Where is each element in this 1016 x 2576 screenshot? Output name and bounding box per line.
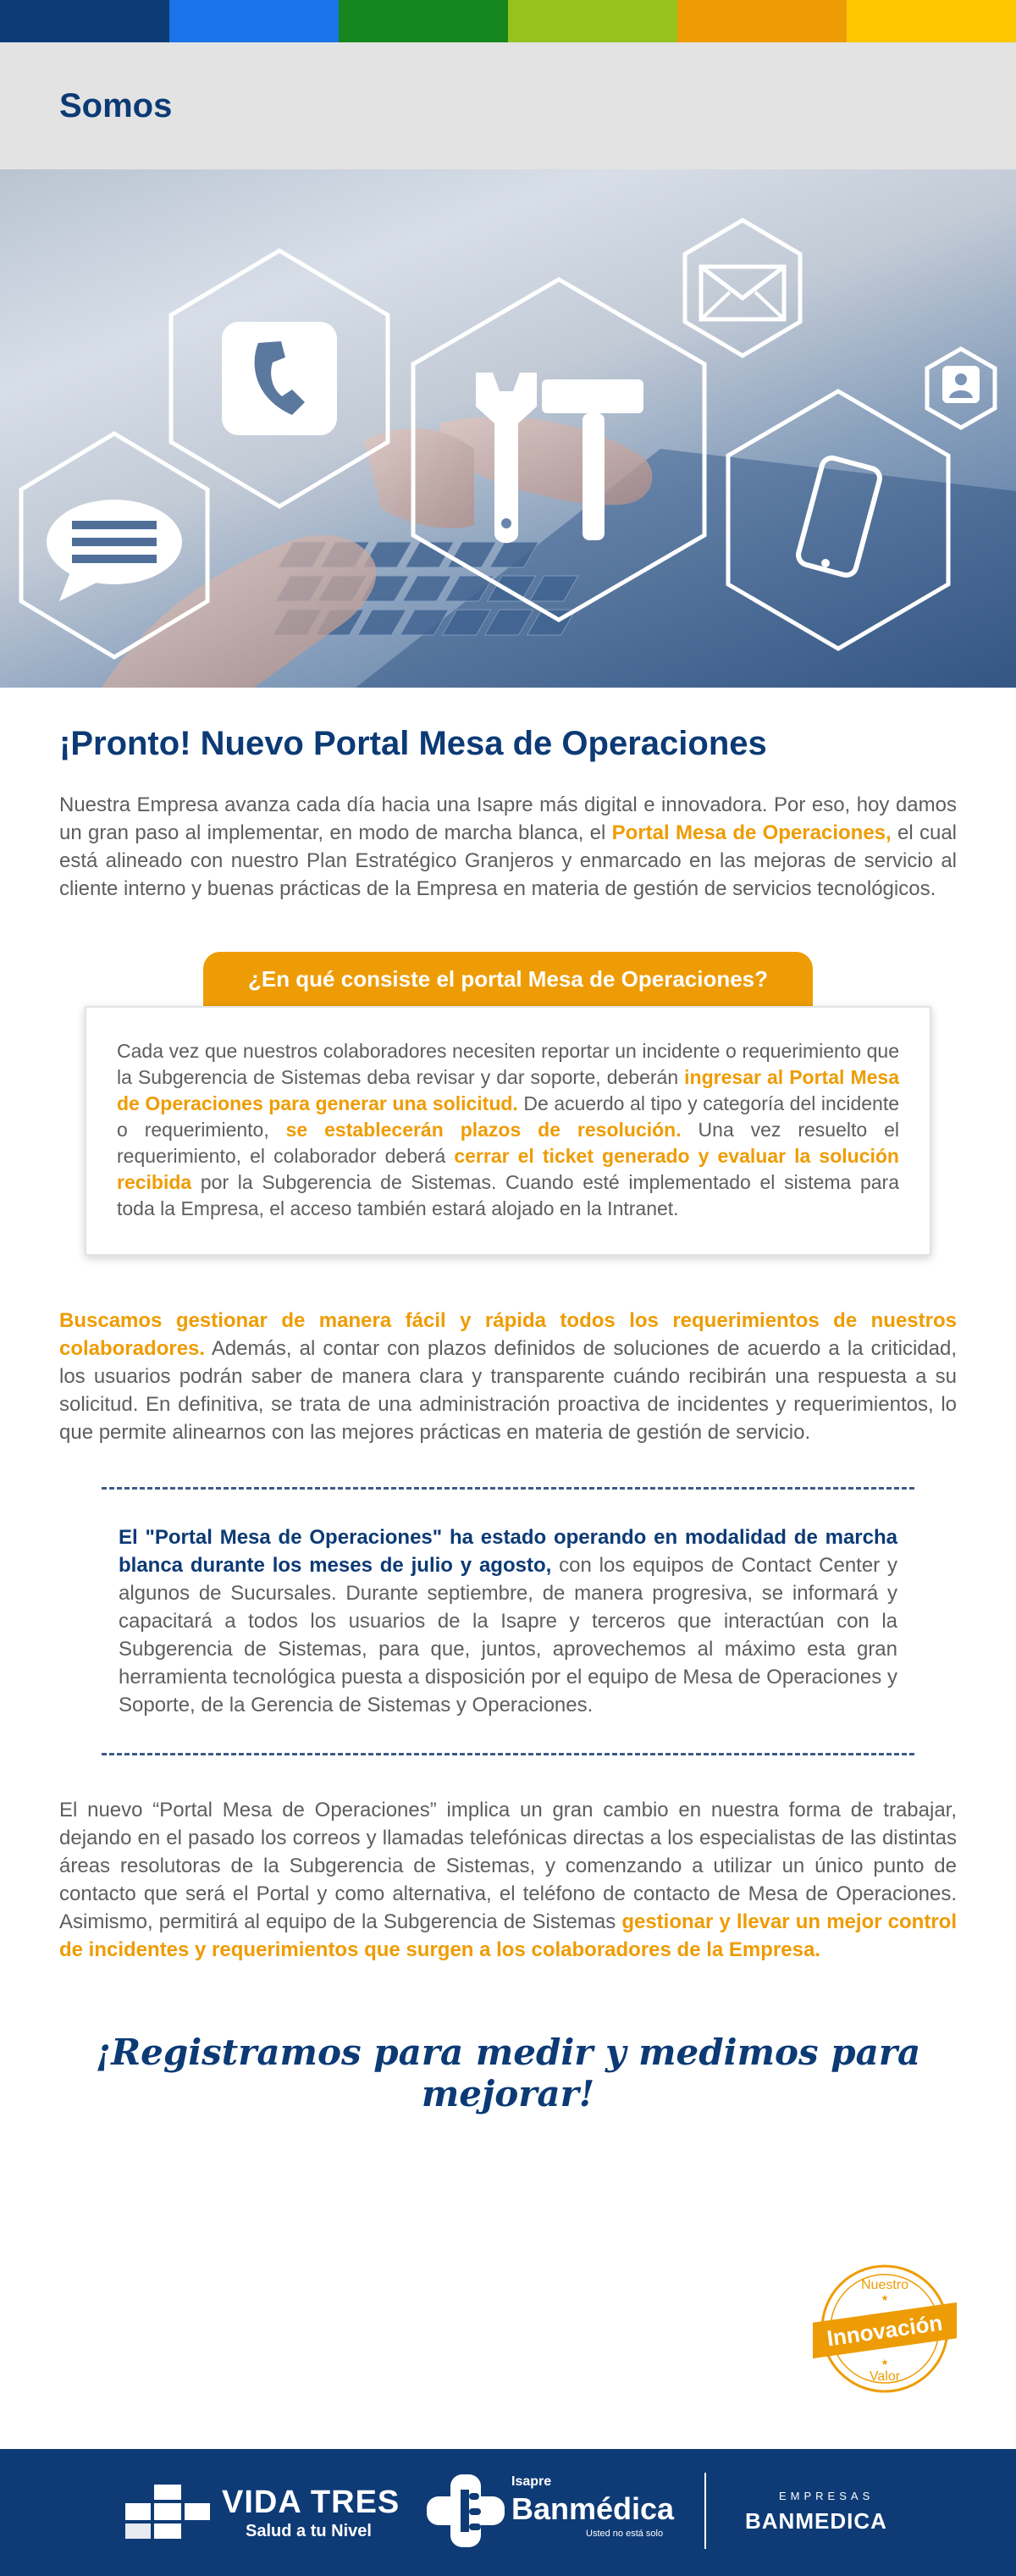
user-icon [942, 366, 980, 403]
consiste-highlight-3: cerrar el ticket generado y evaluar la solución recibida [117, 1145, 899, 1193]
envelope-icon [701, 267, 784, 319]
vidatres-logo-icon [125, 2485, 210, 2539]
consiste-text-2: De acuerdo al tipo y categoría del incidente o requerimiento, [117, 1092, 899, 1141]
intro-text-2: el cual está alineado con nuestro Plan Estratégico Granjeros y enmarcado en las mejoras de servicio al cliente interno y buenas prácticas de la Empresa en materia de gestión de servicios tecnológicos. [59, 821, 958, 900]
consiste-text-4: por la Subgerencia de Sistemas. Cuando esté implementado el sistema para toda la Empresa, el acceso también estará alojado en la Intranet. [117, 1171, 899, 1219]
consiste-paragraph [117, 1038, 899, 1222]
marcha-blanca-paragraph [119, 1523, 897, 1719]
seal-star-bottom: ★ [881, 2358, 889, 2368]
consiste-card [85, 1006, 931, 1256]
seal-main-text: Innovación [825, 2309, 944, 2352]
cambio-paragraph [59, 1796, 957, 1964]
intro-text-1: Nuestra Empresa avanza cada día hacia una Isapre más digital e innovadora. Por eso, hoy damos un gran paso al implementar, en modo de marcha blanca, el [59, 793, 957, 844]
buscamos-paragraph [59, 1307, 957, 1446]
color-segment-lime [508, 0, 677, 42]
chat-bubble-icon [47, 500, 182, 601]
consiste-text-1: Cada vez que nuestros colaboradores necesiten reportar un incidente o requerimiento que la Subgerencia de Sistemas deba revisar y dar soporte, deberán [117, 1040, 899, 1088]
consiste-highlight-1: ingresar al Portal Mesa de Operaciones para generar una solicitud. [117, 1066, 899, 1114]
telephone-icon [222, 322, 337, 435]
header-title: Somos [59, 86, 173, 124]
article-title: ¡Pronto! Nuevo Portal Mesa de Operaciones [59, 725, 767, 762]
hero-image [0, 169, 1016, 688]
color-segment-blue [169, 0, 339, 42]
buscamos-highlight: Buscamos gestionar de manera fácil y rápida todos los requerimientos de nuestros colaboradores. [59, 1309, 957, 1360]
consiste-highlight-2: se establecerán plazos de resolución. [285, 1119, 682, 1141]
banmedica-logo-icon [427, 2474, 505, 2547]
top-color-bar [0, 0, 1016, 42]
innovacion-seal [813, 2257, 957, 2401]
buscamos-text: Además, al contar con plazos definidos de soluciones de acuerdo a la criticidad, los usuarios podrán saber de manera clara y transparente cuándo recibirán una respuesta a su solicitud. En definitiva, se trata de una administración proactiva de incidentes y requerimientos, lo que permite alinearnos con las mejores prácticas en materia de gestión de servicio. [59, 1337, 957, 1444]
vidatres-tagline: Salud a tu Nivel [246, 2522, 372, 2540]
consiste-tab-heading: ¿En qué consiste el portal Mesa de Operaciones? [203, 952, 813, 1006]
hero-illustration [0, 169, 1016, 688]
cambio-text: El nuevo “Portal Mesa de Operaciones” implica un gran cambio en nuestra forma de trabajar, dejando en el pasado los correos y llamadas telefónicas directas a los especialistas de las distintas áreas resolutoras de la Subgerencia de Sistemas, y comenzando a utilizar un único punto de contacto que será el Portal y como alternativa, el teléfono de contacto de Mesa de Operaciones. Asimismo, permitirá al equipo de la Subgerencia de Sistemas [59, 1799, 957, 1933]
empresas-pre: EMPRESAS [779, 2490, 875, 2502]
intro-paragraph [59, 791, 957, 903]
consiste-text-3: Una vez resuelto el requerimiento, el colaborador deberá [117, 1119, 899, 1167]
color-segment-green [339, 0, 508, 42]
seal-bottom-text: Valor [869, 2369, 901, 2384]
seal-top-text: Nuestro [860, 2278, 909, 2292]
dashed-divider-bottom [102, 1753, 914, 1755]
cambio-highlight: gestionar y llevar un mejor control de incidentes y requerimientos que surgen a los colaboradores de la Empresa. [59, 1910, 957, 1961]
intro-highlight: Portal Mesa de Operaciones, [611, 821, 892, 844]
footer-divider [704, 2473, 706, 2549]
color-segment-navy [0, 0, 169, 42]
header [0, 42, 1016, 169]
seal-star-top: ★ [881, 2294, 889, 2303]
marcha-blanca-highlight: El "Portal Mesa de Operaciones" ha estado operando en modalidad de marcha blanca durante los meses de julio y agosto, [119, 1526, 897, 1577]
color-segment-orange [677, 0, 847, 42]
banmedica-name: Banmédica [511, 2491, 675, 2526]
slogan: ¡Registramos para medir y medimos para mejorar! [95, 2032, 921, 2114]
article-content [0, 721, 1016, 2114]
vidatres-name: VIDA TRES [222, 2485, 400, 2520]
color-segment-yellow [847, 0, 1016, 42]
footer [0, 2449, 1016, 2576]
marcha-blanca-block [59, 1490, 957, 1719]
seal-graphic [813, 2257, 957, 2401]
empresas-name: BANMEDICA [745, 2508, 887, 2534]
banmedica-pre: Isapre [511, 2474, 552, 2489]
banmedica-tagline: Usted no está solo [586, 2529, 664, 2539]
marcha-blanca-text: con los equipos de Contact Center y algunos de Sucursales. Durante septiembre, de manera progresiva, se informará y capacitará a todos los usuarios de la Isapre y terceros que interactúan con la Subgerencia de Sistemas, para que, juntos, aprovechemos al máximo esta gran herramienta tecnológica puesta a disposición por el equipo de Mesa de Operaciones y Soporte, de la Gerencia de Sistemas y Operaciones. [119, 1554, 898, 1716]
